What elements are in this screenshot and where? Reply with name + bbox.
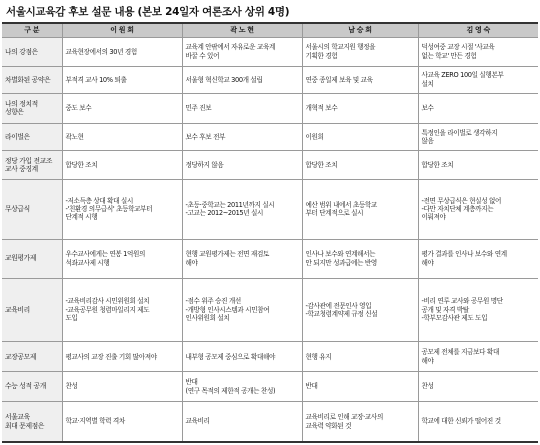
cell-line: 현행 유지 bbox=[305, 352, 332, 361]
cell-line: -전면 무상급식은 현실성 없어 bbox=[421, 196, 502, 205]
row-label bbox=[2, 66, 62, 93]
cell-line: 개혁적 보수 bbox=[305, 104, 338, 113]
row-label-line: 교장공모제 bbox=[5, 352, 37, 361]
cell-line: 반대 bbox=[185, 378, 198, 387]
cell-line: 곽노현 bbox=[65, 132, 84, 141]
cell-line: 연중 종일제 보육 및 교육 bbox=[305, 75, 373, 84]
cell-line: 합당한 조치 bbox=[65, 160, 98, 169]
header-candidate: 곽 노 현 bbox=[182, 23, 302, 38]
cell-line: 않음 bbox=[421, 136, 434, 145]
table-cell bbox=[302, 123, 418, 150]
header-category: 구 분 bbox=[2, 23, 62, 38]
table-cell bbox=[62, 402, 182, 442]
table-cell bbox=[418, 38, 538, 67]
cell-line: -비리 연루 교사와 공무원 명단 bbox=[421, 297, 503, 306]
table-cell bbox=[62, 151, 182, 180]
cell-line: 특정인을 라이벌로 생각하지 bbox=[421, 128, 498, 137]
table-cell bbox=[62, 342, 182, 372]
table-row bbox=[2, 402, 538, 442]
table-cell bbox=[182, 372, 302, 402]
row-label-line: 교사 중징계 bbox=[5, 164, 38, 173]
row-label-line: 라이벌은 bbox=[5, 132, 30, 141]
cell-line: 찬성 bbox=[421, 382, 434, 391]
table-row bbox=[2, 342, 538, 372]
row-label-line: 나의 정치적 bbox=[5, 99, 38, 108]
table-cell bbox=[182, 278, 302, 342]
cell-line: -감사관에 전문인사 영입 bbox=[305, 301, 372, 310]
row-label bbox=[2, 38, 62, 67]
cell-line: -다만 자치단체 계층까지는 bbox=[421, 204, 494, 213]
cell-line: 합당한 조치 bbox=[305, 160, 338, 169]
cell-line: 없는 학교' 만든 경험 bbox=[421, 51, 477, 60]
table-cell bbox=[62, 239, 182, 278]
cell-line: -초등·중학교는 2011년까지 실시 bbox=[185, 200, 275, 209]
row-label-line: 성향은 bbox=[5, 108, 24, 117]
cell-line: -'친환경 의무급식' 초등학교부터 bbox=[65, 204, 153, 213]
cell-line: 도입 bbox=[65, 314, 78, 323]
table-cell bbox=[418, 402, 538, 442]
table-row bbox=[2, 123, 538, 150]
table-cell bbox=[182, 93, 302, 123]
cell-line: 단계적 시행 bbox=[65, 213, 98, 222]
table-cell bbox=[418, 123, 538, 150]
cell-line: 덕성여중 교장 시절 '사교육 bbox=[421, 43, 495, 52]
table-cell bbox=[182, 342, 302, 372]
cell-line: 중도 보수 bbox=[65, 104, 92, 113]
table-cell bbox=[182, 38, 302, 67]
table-cell bbox=[182, 151, 302, 180]
cell-line: 보수 bbox=[421, 104, 434, 113]
table-cell bbox=[302, 278, 418, 342]
cell-line: 학교·지역별 학력 격차 bbox=[65, 417, 125, 426]
table-cell bbox=[418, 179, 538, 239]
table-cell bbox=[182, 66, 302, 93]
cell-line: 교육비리로 인해 교장·교사의 bbox=[305, 413, 383, 422]
table-cell bbox=[418, 151, 538, 180]
table-row bbox=[2, 38, 538, 67]
table-cell bbox=[302, 372, 418, 402]
table-cell bbox=[182, 239, 302, 278]
cell-line: -학교청렴계약제 규정 신설 bbox=[305, 309, 378, 318]
table-row bbox=[2, 372, 538, 402]
table-cell bbox=[302, 179, 418, 239]
table-cell bbox=[302, 38, 418, 67]
cell-line: 교육비리 bbox=[185, 417, 210, 426]
cell-line: 교육계 안팎에서 자유로운 교육계 bbox=[185, 43, 276, 52]
table-cell bbox=[62, 93, 182, 123]
table-cell bbox=[182, 123, 302, 150]
table-cell bbox=[418, 239, 538, 278]
table-cell bbox=[418, 93, 538, 123]
row-label bbox=[2, 123, 62, 150]
cell-line: -교육비리감사 시민위원회 설치 bbox=[65, 297, 150, 306]
cell-line: 반대 bbox=[305, 382, 318, 391]
cell-line: 설치 bbox=[421, 79, 434, 88]
cell-line: 석좌교사제 시행 bbox=[65, 258, 110, 267]
cell-line: 부터 단계적으로 실시 bbox=[305, 209, 364, 218]
cell-line: 예산 범위 내에서 초등학교 bbox=[305, 200, 377, 209]
row-label bbox=[2, 278, 62, 342]
page-title: 서울시교육감 후보 설문 내용 (본보 24일자 여론조사 상위 4명) bbox=[6, 6, 290, 18]
cell-line: 기획한 경험 bbox=[305, 51, 338, 60]
cell-line: 바꿀 수 있어 bbox=[185, 51, 220, 60]
table-cell bbox=[182, 179, 302, 239]
table-cell bbox=[62, 278, 182, 342]
cell-line: 민주 진보 bbox=[185, 104, 212, 113]
cell-line: 사교육 ZERO 100일 실행본부 bbox=[421, 71, 504, 80]
cell-line: (연구 목적의 제한적 공개는 찬성) bbox=[185, 386, 276, 395]
cell-line: -개방형 인사시스템과 시민참여 bbox=[185, 305, 270, 314]
table-cell bbox=[302, 93, 418, 123]
row-label-line: 서울교육 bbox=[5, 413, 30, 422]
cell-line: -저소득층 상대 확대 실시 bbox=[65, 196, 133, 205]
table-cell bbox=[62, 123, 182, 150]
table-cell bbox=[418, 372, 538, 402]
row-label bbox=[2, 179, 62, 239]
table-row bbox=[2, 66, 538, 93]
table-cell bbox=[302, 402, 418, 442]
table-cell bbox=[418, 342, 538, 372]
row-label-line: 수능 성적 공개 bbox=[5, 382, 46, 391]
cell-line: 부적격 교사 10% 퇴출 bbox=[65, 75, 127, 84]
row-label-line: 정당 가입 전교조 bbox=[5, 156, 53, 165]
table-row bbox=[2, 151, 538, 180]
cell-line: 인사위원회 설치 bbox=[185, 314, 230, 323]
table-row bbox=[2, 179, 538, 239]
table-cell bbox=[302, 239, 418, 278]
row-label bbox=[2, 151, 62, 180]
table-cell bbox=[62, 66, 182, 93]
table-row bbox=[2, 278, 538, 342]
cell-line: 교육력 약화된 것 bbox=[305, 421, 352, 430]
cell-line: 평교사의 교장 진출 기회 많아져야 bbox=[65, 352, 157, 361]
header-row bbox=[2, 23, 538, 38]
table-row bbox=[2, 93, 538, 123]
table-cell bbox=[302, 66, 418, 93]
row-label-line: 나의 강점은 bbox=[5, 47, 38, 56]
cell-line: 내부형 공모제 중심으로 확대해야 bbox=[185, 352, 276, 361]
row-label-line: 교육비리 bbox=[5, 305, 30, 314]
cell-line: 현행 교원평가제는 전면 재검토 bbox=[185, 250, 269, 259]
cell-line: 정당하지 않음 bbox=[185, 160, 224, 169]
table-cell bbox=[418, 66, 538, 93]
table-cell bbox=[182, 402, 302, 442]
cell-line: 서울형 혁신학교 300개 설립 bbox=[185, 75, 263, 84]
row-label-line: 차별화된 공약은 bbox=[5, 75, 51, 84]
cell-line: 학교에 대한 신뢰가 떨어진 것 bbox=[421, 417, 501, 426]
row-label bbox=[2, 402, 62, 442]
cell-line: -고교는 2012~2015년 실시 bbox=[185, 209, 264, 218]
cell-line: -점수 위주 승진 개선 bbox=[185, 297, 241, 306]
table-cell bbox=[302, 342, 418, 372]
table-row bbox=[2, 239, 538, 278]
cell-line: 안 되지만 성과급에는 반영 bbox=[305, 258, 377, 267]
header-candidate: 김 영 숙 bbox=[418, 23, 538, 38]
cell-line: 해야 bbox=[185, 258, 198, 267]
cell-line: 합당한 조치 bbox=[421, 160, 454, 169]
cell-line: 우수교사에게는 연봉 1억원의 bbox=[65, 250, 146, 259]
cell-line: -학부모감사관 제도 도입 bbox=[421, 314, 488, 323]
cell-line: 해야 bbox=[421, 258, 434, 267]
table-cell bbox=[62, 179, 182, 239]
survey-table bbox=[2, 22, 538, 443]
cell-line: 공모제 전체를 지금보다 확대 bbox=[421, 348, 499, 357]
cell-line: 평가 결과를 인사나 보수와 연계 bbox=[421, 250, 507, 259]
row-label bbox=[2, 372, 62, 402]
table-cell bbox=[418, 278, 538, 342]
cell-line: 보수 후보 전부 bbox=[185, 132, 226, 141]
table-cell bbox=[302, 151, 418, 180]
header-candidate: 남 승 희 bbox=[302, 23, 418, 38]
row-label-line: 교원평가제 bbox=[5, 254, 37, 263]
cell-line: 찬성 bbox=[65, 382, 78, 391]
cell-line: 이뤄져야 bbox=[421, 213, 446, 222]
cell-line: 서울시의 학교지원 행정을 bbox=[305, 43, 376, 52]
table-body bbox=[2, 38, 538, 443]
cell-line: 해야 bbox=[421, 356, 434, 365]
cell-line: 공개 및 자격 박탈 bbox=[421, 305, 469, 314]
row-label-line: 최대 문제점은 bbox=[5, 421, 45, 430]
header-candidate: 이 원 희 bbox=[62, 23, 182, 38]
cell-line: 이원희 bbox=[305, 132, 324, 141]
row-label-line: 무상급식 bbox=[5, 204, 30, 213]
cell-line: 인사나 보수와 연계해서는 bbox=[305, 250, 376, 259]
row-label bbox=[2, 93, 62, 123]
row-label bbox=[2, 239, 62, 278]
table-cell bbox=[62, 372, 182, 402]
table-cell bbox=[62, 38, 182, 67]
cell-line: 교육현장에서의 30년 경험 bbox=[65, 47, 137, 56]
cell-line: -교육공무원 청렴마일리지 제도 bbox=[65, 305, 150, 314]
row-label bbox=[2, 342, 62, 372]
